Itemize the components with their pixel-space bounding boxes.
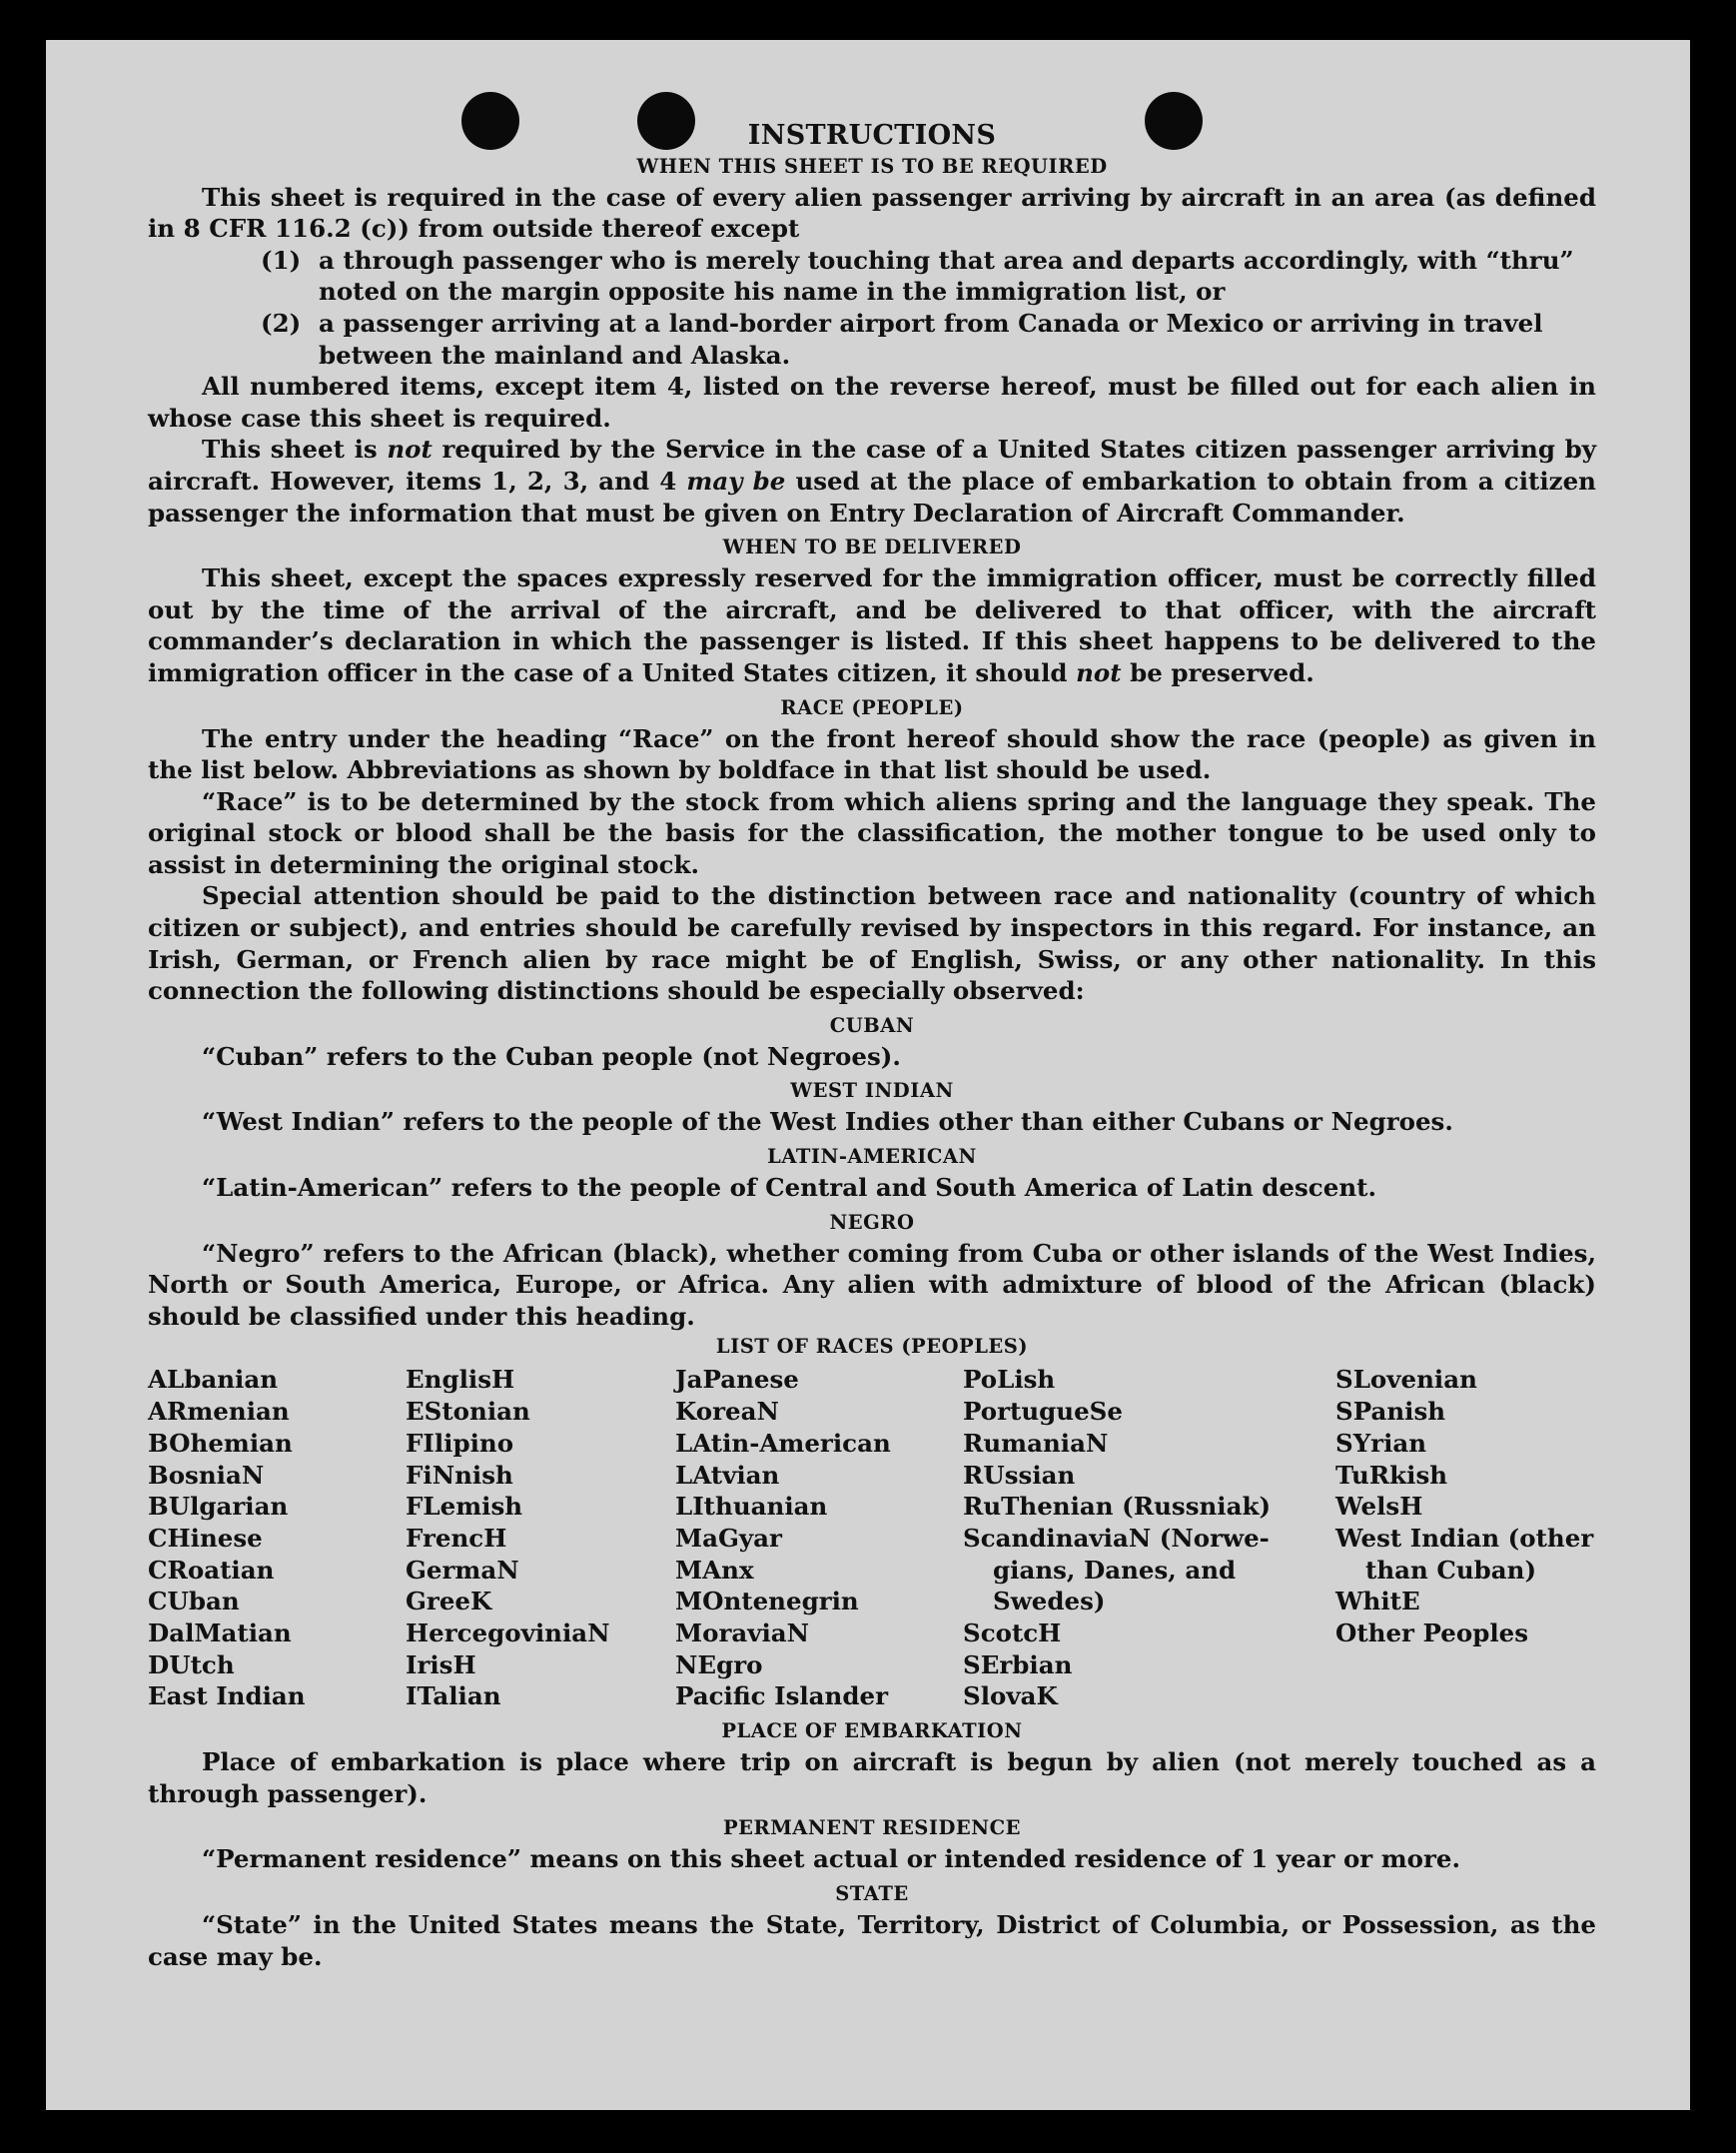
list-item: WhitE xyxy=(1335,1587,1420,1616)
heading-race: RACE (PEOPLE) xyxy=(780,695,964,719)
list-item: GreeK xyxy=(406,1587,492,1616)
list-item: EStonian xyxy=(406,1397,530,1427)
heading-when-delivered: WHEN TO BE DELIVERED xyxy=(722,536,1022,559)
list-item: DalMatian xyxy=(148,1618,292,1648)
list-item: Other Peoples xyxy=(1335,1618,1529,1648)
race-list xyxy=(148,1364,1596,1712)
race-column xyxy=(963,1364,1335,1712)
race-column xyxy=(148,1364,406,1712)
list-item: KoreaN xyxy=(675,1397,779,1427)
list-item: PortugueSe xyxy=(963,1397,1123,1427)
list-item: MAnx xyxy=(675,1555,754,1585)
list-item: CRoatian xyxy=(148,1555,275,1585)
document-sheet xyxy=(46,40,1690,2110)
race-paragraph: The entry under the heading “Race” on the front hereof should show the race (people) as given in the list below. Abbreviations as shown by boldface in that list should be used. xyxy=(148,723,1596,785)
numbered-items-paragraph: All numbered items, except item 4, listed on the reverse hereof, must be filled out for each alien in whose case this sheet is required. xyxy=(148,372,1596,433)
list-item: MoraviaN xyxy=(675,1618,810,1648)
list-item: JaPanese xyxy=(675,1365,799,1395)
latin-american-text: “Latin-American” refers to the people of Central and South America of Latin descent. xyxy=(202,1173,1376,1203)
heading-latin-american: LATIN-AMERICAN xyxy=(767,1145,977,1169)
race-column xyxy=(675,1364,963,1712)
residence-text: “Permanent residence” means on this sheet actual or intended residence of 1 year or more. xyxy=(202,1844,1461,1874)
list-item: ARmenian xyxy=(148,1397,290,1427)
list-item: FrencH xyxy=(406,1523,507,1553)
list-item: BosniaN xyxy=(148,1460,265,1490)
state-text: “State” in the United States means the State, Territory, District of Columbia, or Possession, as the case may be. xyxy=(148,1909,1596,1971)
list-item: LAtin-American xyxy=(675,1428,891,1458)
when-delivered-text: This sheet, except the spaces expressly reserved for the immigration officer, must be correctly filled out by the time of the arrival of the aircraft, and be delivered to that officer, with the aircraft commander’s declaration in which the passenger is listed. If this sheet happens to be delivered to the immigration officer in the case of a United States citizen, it should not be preserved. xyxy=(148,563,1596,687)
race-column xyxy=(406,1364,675,1712)
citizen-paragraph: This sheet is not required by the Service in the case of a United States citizen passenger arriving by aircraft. However, items 1, 2, 3, and 4 may be used at the place of embarkation to obtain from a citizen passenger the information that must be given on Entry Declaration of Aircraft Commander. xyxy=(148,435,1596,528)
race-column xyxy=(1335,1364,1596,1712)
list-item: Swedes) xyxy=(993,1587,1106,1616)
list-item: WelsH xyxy=(1335,1492,1423,1522)
list-item: NEgro xyxy=(675,1649,763,1679)
exception-item xyxy=(261,308,1596,371)
list-item: gians, Danes, and xyxy=(993,1555,1237,1585)
heading-cuban: CUBAN xyxy=(829,1013,915,1037)
cuban-text: “Cuban” refers to the Cuban people (not Negroes). xyxy=(202,1041,901,1071)
list-item: LAtvian xyxy=(675,1460,780,1490)
list-item: FLemish xyxy=(406,1492,523,1522)
list-item: BOhemian xyxy=(148,1428,293,1458)
list-item: West Indian (other xyxy=(1335,1523,1594,1553)
west-indian-text: “West Indian” refers to the people of the West Indies other than either Cubans or Negroes. xyxy=(202,1107,1453,1137)
list-item: MaGyar xyxy=(675,1523,782,1553)
list-item: SYrian xyxy=(1335,1428,1427,1458)
heading-negro: NEGRO xyxy=(829,1210,915,1234)
embarkation-text: Place of embarkation is place where trip on aircraft is begun by alien (not merely touched as a through passenger). xyxy=(148,1747,1596,1808)
list-item: SErbian xyxy=(963,1649,1073,1679)
instructions-content xyxy=(148,120,1596,1972)
list-item: TuRkish xyxy=(1335,1460,1448,1490)
exception-number: (1) xyxy=(261,245,302,275)
heading-embarkation: PLACE OF EMBARKATION xyxy=(721,1719,1023,1743)
list-item: IrisH xyxy=(406,1649,476,1679)
list-item: SlovaK xyxy=(963,1681,1058,1711)
list-item: FiNnish xyxy=(406,1460,513,1490)
list-item: ScotcH xyxy=(963,1618,1062,1648)
list-item: PoLish xyxy=(963,1365,1056,1395)
list-item: LIthuanian xyxy=(675,1492,828,1522)
exception-text: a through passenger who is merely touching that area and departs accordingly, with “thru” noted on the margin opposite his name in the immigration list, or xyxy=(319,245,1574,307)
list-item: GermaN xyxy=(406,1555,519,1585)
list-item: RuThenian (Russniak) xyxy=(963,1492,1272,1522)
list-item: ITalian xyxy=(406,1681,501,1711)
list-item: EnglisH xyxy=(406,1365,515,1395)
list-item: CUban xyxy=(148,1587,240,1616)
heading-when-required: WHEN THIS SHEET IS TO BE REQUIRED xyxy=(636,154,1108,178)
race-paragraph: Special attention should be paid to the distinction between race and nationality (country of which citizen or subject), and entries should be carefully revised by inspectors in this regard. For instance, an Irish, German, or French alien by race might be of English, Swiss, or any other nationality. In this connection the following distinctions should be especially observed: xyxy=(148,881,1596,1006)
list-item: FIlipino xyxy=(406,1428,514,1458)
list-item: DUtch xyxy=(148,1649,235,1679)
list-item: RumaniaN xyxy=(963,1428,1109,1458)
negro-text: “Negro” refers to the African (black), whether coming from Cuba or other islands of the West Indies, North or South America, Europe, or Africa. Any alien with admixture of blood of the African (black) should be classified under this heading. xyxy=(148,1238,1596,1331)
page-title: INSTRUCTIONS xyxy=(747,120,997,151)
list-item: than Cuban) xyxy=(1365,1555,1537,1585)
list-item: ALbanian xyxy=(148,1365,279,1395)
list-item: Pacific Islander xyxy=(675,1681,888,1711)
list-item: SLovenian xyxy=(1335,1365,1477,1395)
list-item: East Indian xyxy=(148,1681,306,1711)
heading-state: STATE xyxy=(835,1881,909,1905)
heading-west-indian: WEST INDIAN xyxy=(790,1079,954,1103)
heading-list-of-races: LIST OF RACES (PEOPLES) xyxy=(715,1335,1029,1359)
list-item: HercegoviniaN xyxy=(406,1618,610,1648)
exception-number: (2) xyxy=(261,308,302,338)
race-paragraph: “Race” is to be determined by the stock from which aliens spring and the language they speak. The original stock or blood shall be the basis for the classification, the mother tongue to be used only to assist in determining the original stock. xyxy=(148,786,1596,879)
heading-permanent-residence: PERMANENT RESIDENCE xyxy=(722,1816,1021,1840)
list-item: ScandinaviaN (Norwe- xyxy=(963,1523,1270,1553)
list-item: BUlgarian xyxy=(148,1492,289,1522)
exception-text: a passenger arriving at a land-border airport from Canada or Mexico or arriving in travel between the mainland and Alaska. xyxy=(319,308,1543,370)
when-required-intro: This sheet is required in the case of every alien passenger arriving by aircraft in an area (as defined in 8 CFR 116.2 (c)) from outside thereof except xyxy=(148,182,1596,244)
list-item: CHinese xyxy=(148,1523,263,1553)
list-item: MOntenegrin xyxy=(675,1587,859,1616)
exception-item xyxy=(261,245,1596,308)
list-item: RUssian xyxy=(963,1460,1076,1490)
list-item: SPanish xyxy=(1335,1397,1446,1427)
